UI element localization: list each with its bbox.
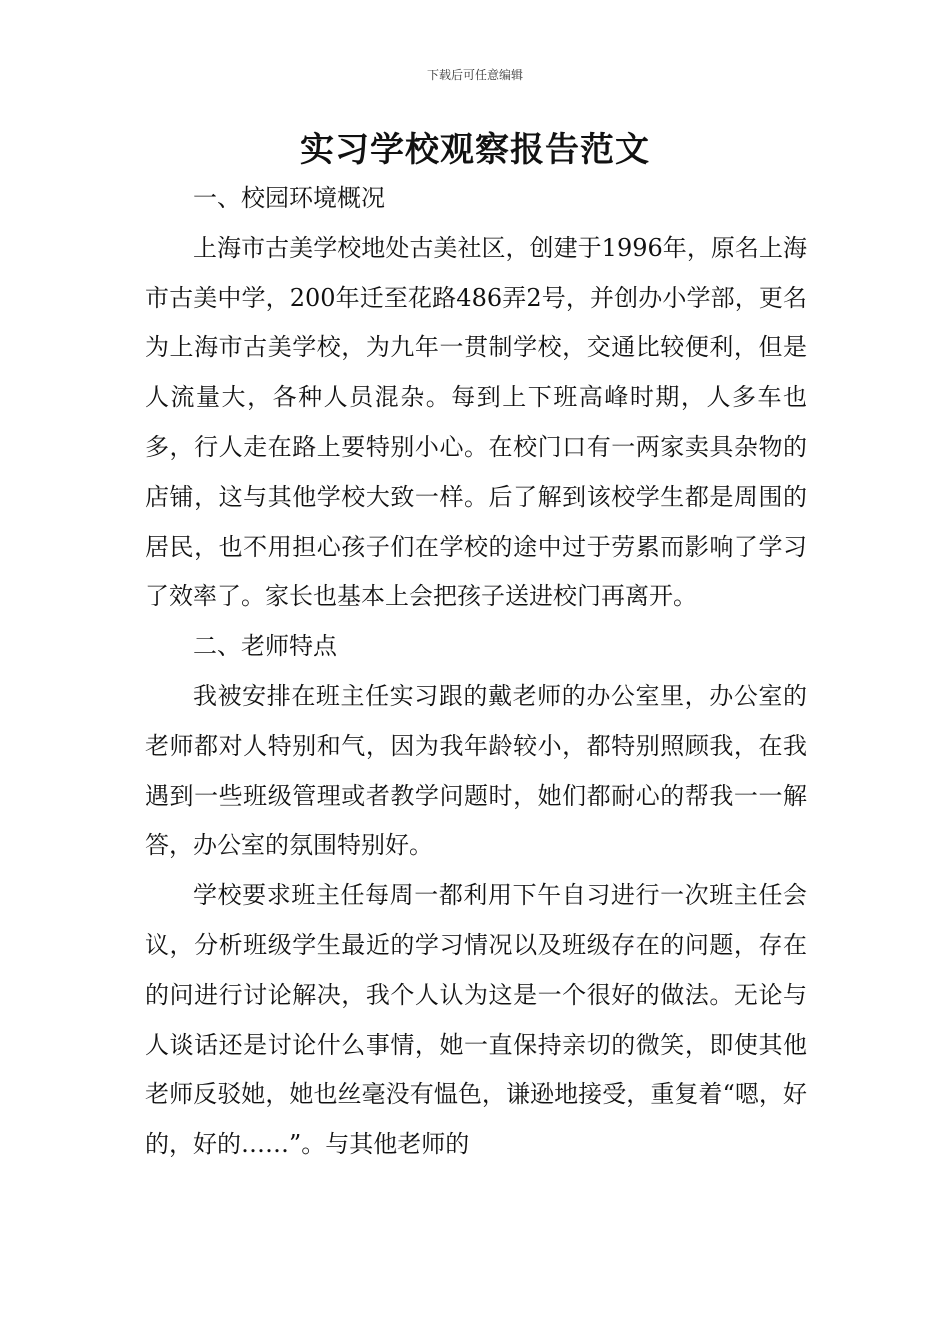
paragraph-meeting: 学校要求班主任每周一都利用下午自习进行一次班主任会议，分析班级学生最近的学习情况以及班级存在的问题，存在的问进行讨论解决，我个人认为这是一个很好的做法。无论与人谈话还是讨论什么事情，她一直保持亲切的微笑，即使其他老师反驳她，她也丝毫没有愠色，谦逊地接受，重复着“嗯，好的，好的……”。与其他老师的: [145, 881, 807, 1159]
page-header-note: 下载后可任意编辑: [426, 68, 523, 82]
paragraph-campus-environment: 上海市古美学校地处古美社区，创建于1996年，原名上海市古美中学，200年迁至花路486弄2号，并创办小学部，更名为上海市古美学校，为九年一贯制学校，交通比较便利，但是人流量大，各种人员混杂。每到上下班高峰时期，人多车也多，行人走在路上要特别小心。在校门口有一两家卖具杂物的店铺，这与其他学校大致一样。后了解到该校学生都是周围的居民，也不用担心孩子们在学校的途中过于劳累而影响了学习了效率了。家长也基本上会把孩子送进校门再离开。: [145, 233, 807, 611]
document-title: 实习学校观察报告范文: [300, 130, 650, 170]
section-heading-campus: 一、校园环境概况: [193, 184, 385, 212]
document-body: [145, 174, 807, 1170]
section-heading-teachers: 二、老师特点: [193, 632, 337, 661]
paragraph-office: 我被安排在班主任实习跟的戴老师的办公室里，办公室的老师都对人特别和气，因为我年龄较小，都特别照顾我，在我遇到一些班级管理或者教学问题时，她们都耐心的帮我一一解答，办公室的氛围特别好。: [145, 681, 807, 860]
